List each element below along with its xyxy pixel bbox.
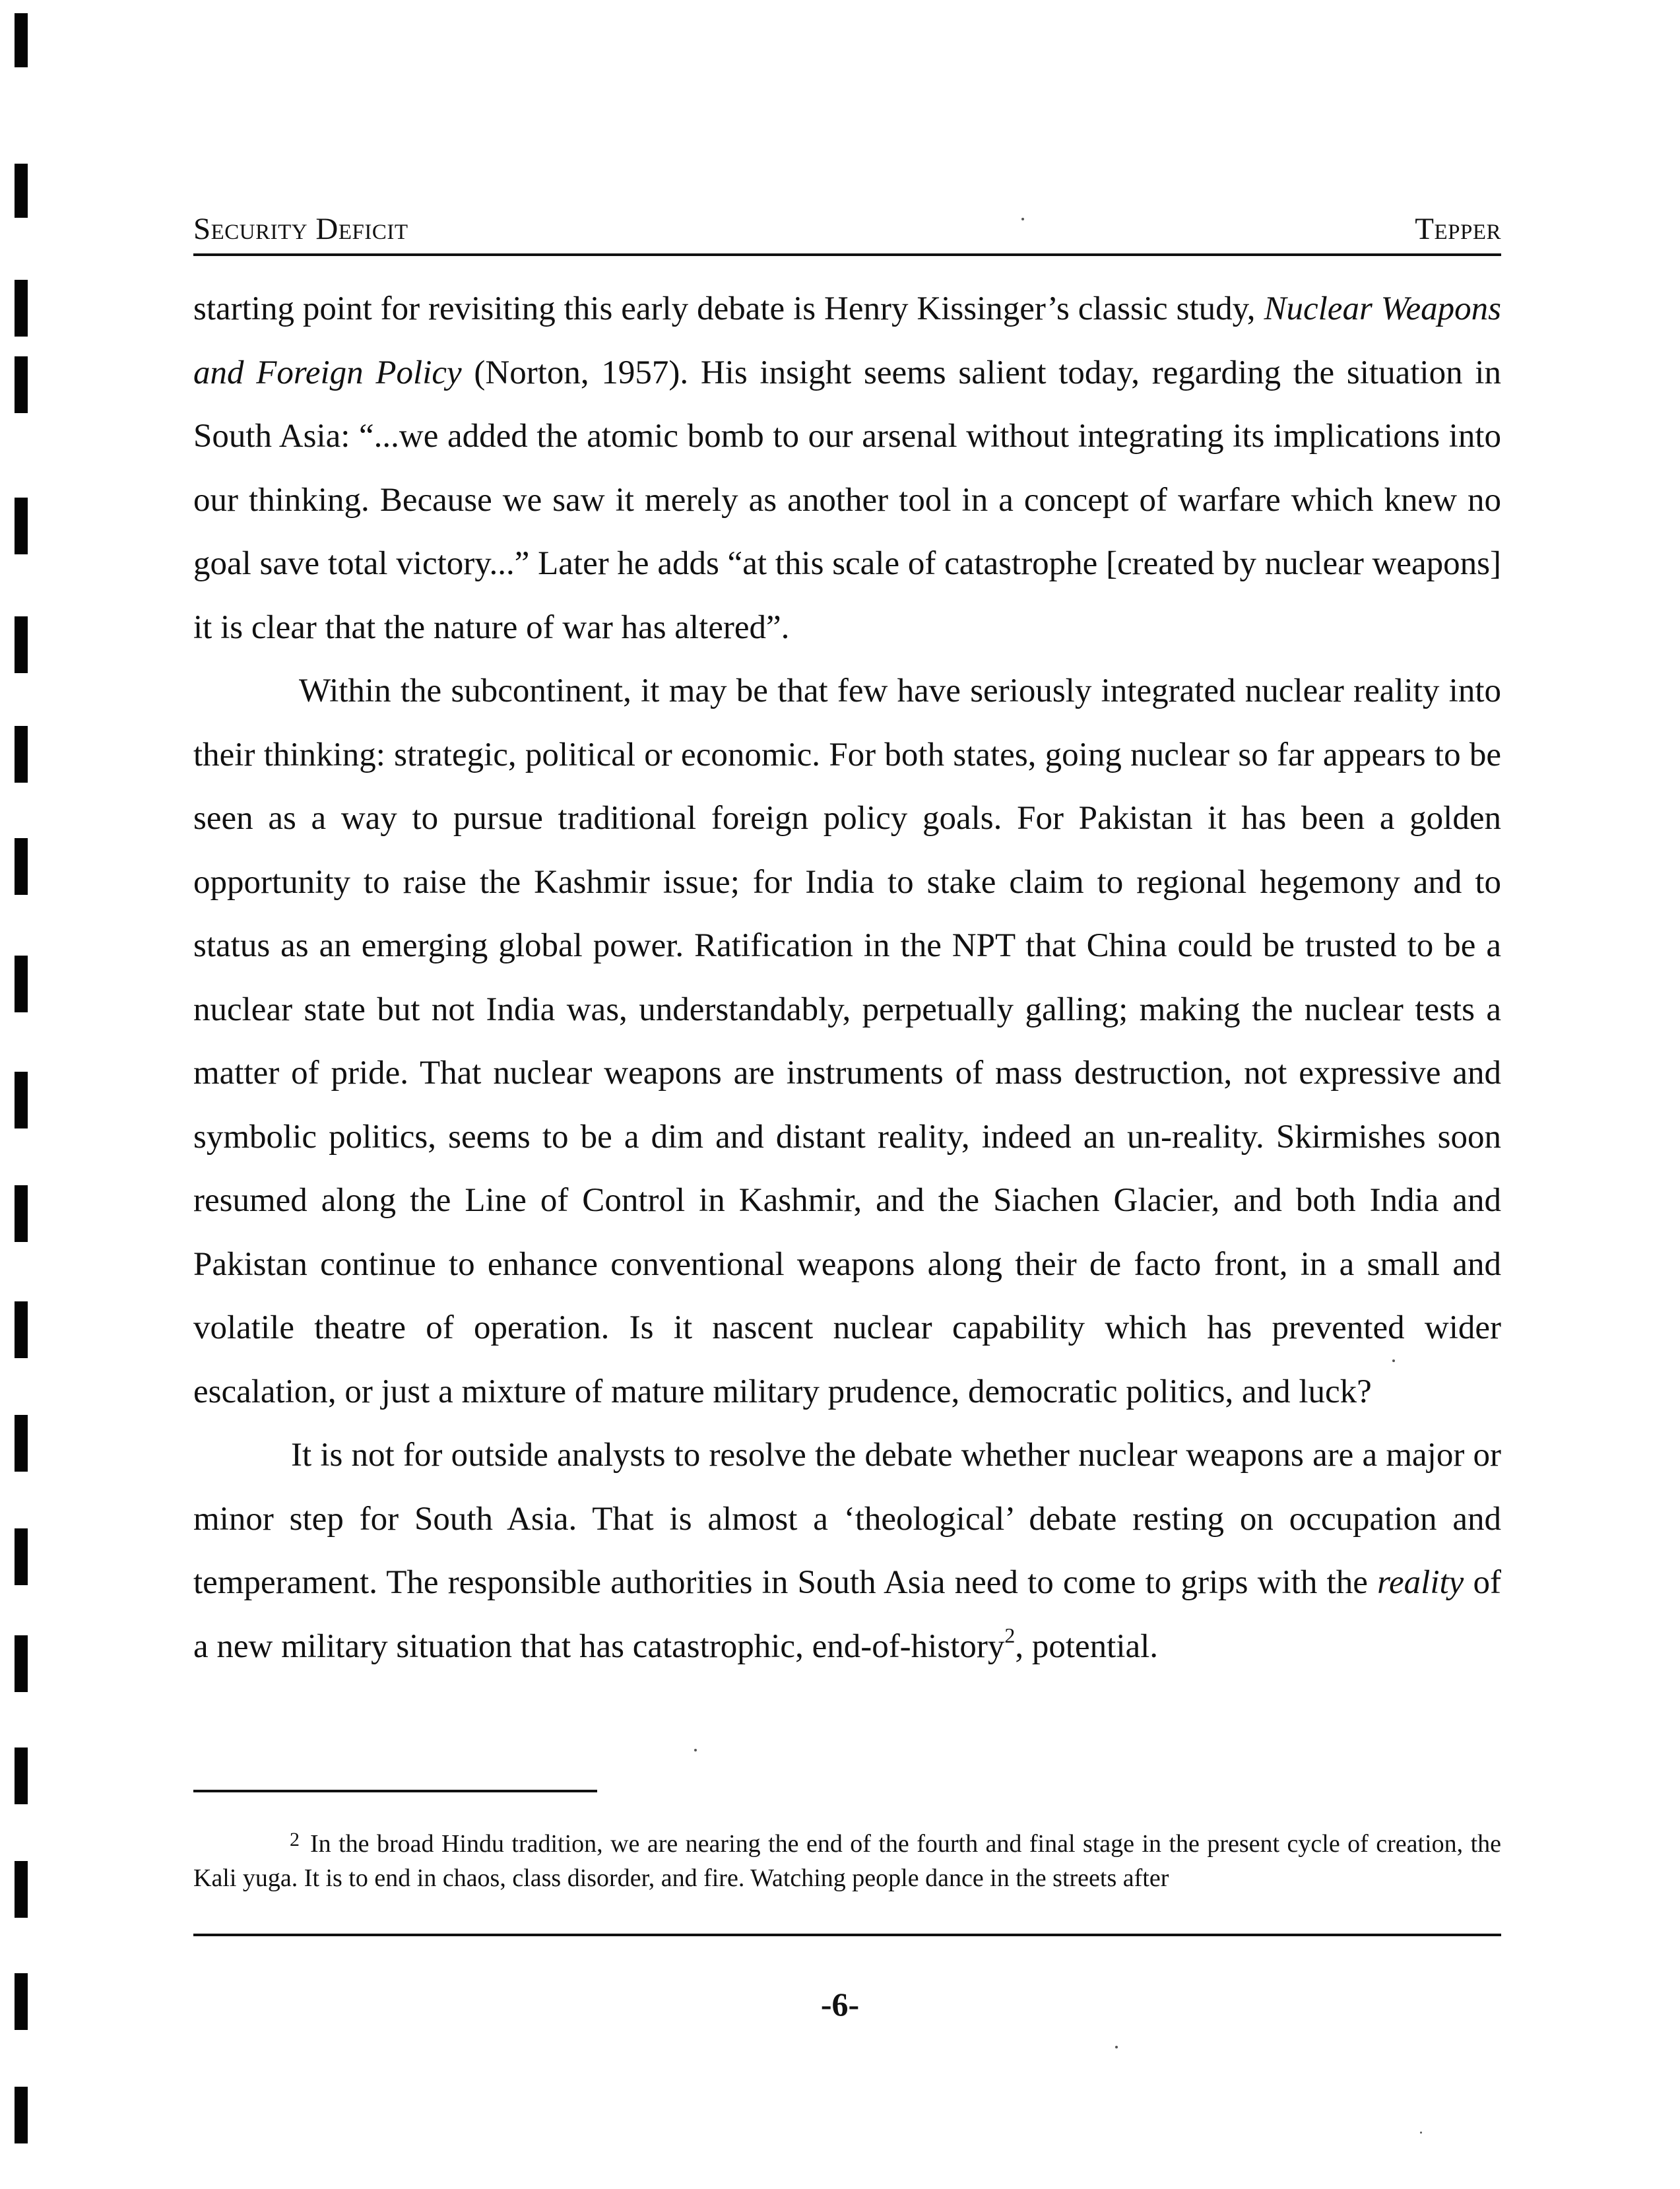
binder-mark bbox=[15, 356, 28, 413]
footnote-reference[interactable]: 2 bbox=[1004, 1623, 1016, 1647]
paragraph-1-text-cont: (Norton, 1957). His insight seems salient today, regarding the situation in South Asia: “...we added the atomic bomb to our arsenal without integrating its implications into our thinking. Because we saw it merely as another tool in a concept of warfare which knew no goal save total victory...” Later he adds “at this scale of catastrophe [created by nuclear weapons] it is clear that the nature of war has altered”. bbox=[193, 354, 1501, 646]
binder-mark bbox=[15, 1861, 28, 1918]
paragraph-1-text: starting point for revisiting this early debate is Henry Kissinger’s classic study, bbox=[193, 290, 1264, 327]
binder-mark bbox=[15, 164, 28, 218]
body-text bbox=[193, 277, 1501, 1678]
scan-speck bbox=[1420, 2132, 1422, 2134]
paragraph-3 bbox=[193, 1423, 1501, 1678]
footnote bbox=[193, 1827, 1501, 1895]
binder-mark bbox=[15, 280, 28, 337]
paragraph-3-text-cont: of a new military situation that has catastrophic, end-of-history bbox=[193, 1564, 1502, 1665]
footnote-number: 2 bbox=[290, 1829, 300, 1850]
binder-mark bbox=[15, 616, 28, 673]
binder-mark bbox=[15, 1072, 28, 1128]
binder-mark bbox=[15, 1415, 28, 1472]
paragraph-2: Within the subcontinent, it may be that few have seriously integrated nuclear reality into their thinking: strategic, political or economic. For both states, going nuclear so far appears to be seen as a way to pursue traditional foreign policy goals. For Pakistan it has been a golden opportunity to raise the Kashmir issue; for India to stake claim to regional hegemony and to status as an emerging global power. Ratification in the NPT that China could be trusted to be a nuclear state but not India was, understandably, perpetually galling; making the nuclear tests a matter of pride. That nuclear weapons are instruments of mass destruction, not expressive and symbolic politics, seems to be a dim and distant reality, indeed an un-reality. Skirmishes soon resumed along the Line of Control in Kashmir, and the Siachen Glacier, and both India and Pakistan continue to enhance conventional weapons along their de facto front, in a small and volatile theatre of operation. Is it nascent nuclear capability which has prevented wider escalation, or just a mixture of mature military prudence, democratic politics, and luck? bbox=[193, 672, 1501, 1410]
binder-mark bbox=[15, 1748, 28, 1804]
emphasis-reality: reality bbox=[1377, 1564, 1464, 1601]
binder-mark bbox=[15, 956, 28, 1012]
footnote-text: In the broad Hindu tradition, we are nearing the end of the fourth and final stage in the present cycle of creation, the Kali yuga. It is to end in chaos, class disorder, and fire. Watching people dance in the streets after bbox=[193, 1830, 1501, 1892]
binder-mark bbox=[15, 1635, 28, 1692]
binder-mark bbox=[15, 1528, 28, 1585]
binder-mark bbox=[15, 13, 28, 67]
footnote-separator bbox=[193, 1790, 597, 1792]
scan-speck bbox=[1115, 2046, 1118, 2048]
page-number: -6- bbox=[820, 1986, 860, 2023]
binder-mark bbox=[15, 1185, 28, 1242]
paragraph-3-text-end: , potential. bbox=[1015, 1627, 1159, 1665]
paragraph-1 bbox=[193, 277, 1501, 659]
book-title: Nuclear Weapons and Foreign Policy bbox=[193, 290, 1502, 391]
binder-mark bbox=[15, 1301, 28, 1358]
paragraph-3-text: It is not for outside analysts to resolve the debate whether nuclear weapons are a major or minor step for South Asia. That is almost a ‘theological’ debate resting on occupation and temperament. The responsible authorities in South Asia need to come to grips with the bbox=[193, 1437, 1501, 1601]
footer-rule bbox=[193, 1934, 1501, 1936]
binder-mark bbox=[15, 726, 28, 783]
binder-mark bbox=[15, 838, 28, 895]
running-header-title: Security Deficit bbox=[193, 212, 408, 246]
binder-mark bbox=[15, 2087, 28, 2143]
running-header-author: Tepper bbox=[1415, 212, 1501, 246]
binder-mark bbox=[15, 498, 28, 554]
scan-speck bbox=[694, 1749, 697, 1751]
running-header bbox=[193, 206, 1501, 256]
